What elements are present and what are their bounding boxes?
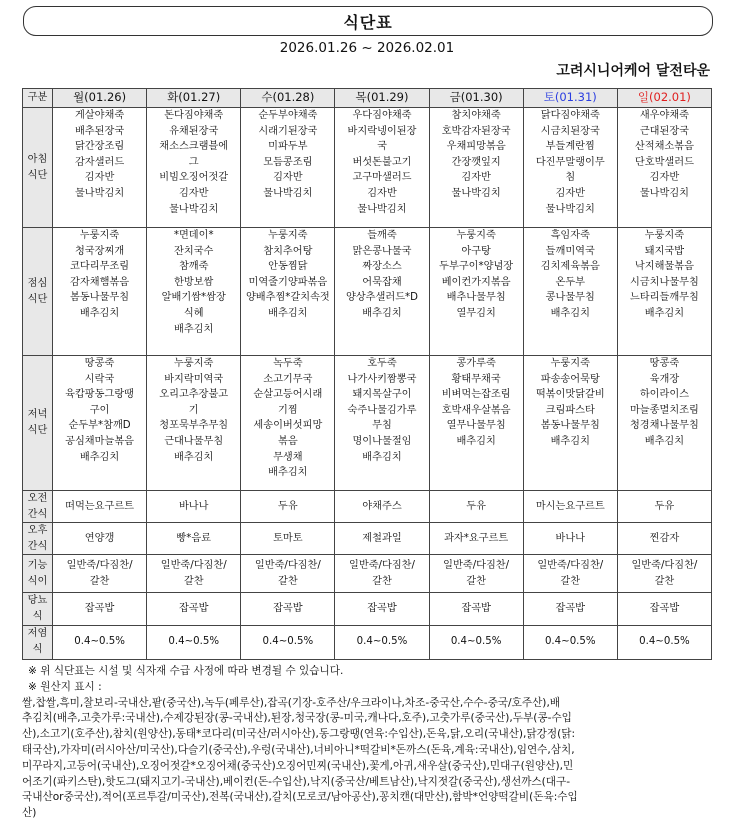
menu-item: 열무김치 (456, 307, 496, 319)
menu-item: 배추김치 (79, 451, 120, 463)
diet-cell (523, 593, 617, 625)
diet-cell (335, 593, 429, 625)
snack-cell: 과자*요구르트 (429, 523, 523, 555)
menu-item: 베이컨가지볶음 (441, 276, 511, 288)
menu-item: 우다짐야채죽 (352, 110, 412, 121)
meal-cell (523, 356, 617, 491)
menu-item: 고구마샐러드 (352, 172, 412, 184)
menu-item: 들깨죽 (367, 230, 397, 241)
menu-item: 배추김치 (644, 307, 685, 319)
menu-item: 육캅팡동그랑땡 (65, 389, 135, 401)
meal-cell (241, 108, 335, 228)
meal-label (23, 228, 53, 356)
menu-item: 하이라이스 (639, 389, 690, 401)
meal-cell (241, 228, 335, 356)
menu-item: 배추김치 (456, 435, 496, 447)
diet-cell (53, 625, 147, 659)
diet-cell (241, 593, 335, 625)
snack-cell: 토마토 (241, 523, 335, 555)
menu-item: 감자채햄볶음 (70, 276, 130, 288)
menu-item: 버섯돈불고기 (352, 156, 412, 168)
diet-cell (523, 555, 617, 593)
diet-label-line: 기능 (27, 560, 48, 572)
menu-item: 참깨죽 (178, 261, 209, 273)
snack-cell: 두유 (241, 491, 335, 523)
diet-cell-line: 갈찬 (183, 575, 204, 587)
snack-cell: 떠먹는요구르트 (53, 491, 147, 523)
menu-item: 모듬콩조림 (263, 156, 313, 168)
menu-item: 물나박김치 (639, 187, 690, 199)
menu-item: 비빔오징어젓갈 (159, 172, 229, 184)
menu-item: 순두부*참깨D (68, 420, 131, 432)
diet-cell-line: 갈찬 (654, 575, 675, 587)
diet-cell (617, 555, 711, 593)
diet-cell-line: 0.4~0.5% (356, 636, 408, 648)
menu-item: 시금치나물무침 (629, 276, 699, 288)
menu-item: 봄동나물무침 (540, 420, 600, 432)
diet-cell (523, 625, 617, 659)
menu-item: 물나박김치 (169, 203, 219, 215)
menu-item: 비벼먹는잡조림 (441, 389, 511, 401)
menu-item: 근대나물무침 (164, 435, 224, 447)
menu-item: 참치추어탕 (263, 245, 313, 257)
menu-item: 배추된장국 (74, 125, 125, 137)
origin-line: 산),소고기(호주산),참치(원양산),동태*코다리(미국산/러시아산),동그랑땡(연육:수입산),돈육,닭,오리(국내산),닭강정(닭: (22, 728, 576, 741)
meal-cell (53, 228, 147, 356)
meal-cell (335, 228, 429, 356)
menu-item: 호박감자된장국 (441, 125, 511, 137)
diet-cell-line: 0.4~0.5% (450, 636, 502, 648)
menu-item: 느타리들깨무침 (629, 292, 699, 304)
diet-cell-line: 잡곡밥 (178, 603, 209, 615)
menu-item: 콩가루죽 (456, 358, 496, 369)
diet-cell (429, 555, 523, 593)
snack-cell: 두유 (617, 491, 711, 523)
menu-item: 근대된장국 (639, 125, 690, 137)
menu-item: 기 (188, 404, 199, 416)
menu-item: 크림파스타 (545, 404, 595, 416)
diet-label-line: 식 (32, 644, 43, 656)
diet-cell (147, 555, 241, 593)
meal-cell (523, 108, 617, 228)
menu-item: 미파두부 (268, 141, 308, 153)
menu-item: 봄동나물무침 (70, 292, 130, 304)
day-header: 화(01.27) (147, 89, 241, 108)
snack-label-line: 간식 (27, 540, 48, 552)
menu-item: 배추나물무침 (446, 292, 506, 304)
diet-cell (335, 625, 429, 659)
snack-label-line: 오후 (27, 525, 48, 537)
menu-item: 배추김치 (268, 467, 308, 479)
menu-item: 김자반 (273, 172, 303, 184)
meal-cell (53, 356, 147, 491)
meal-cell (617, 108, 711, 228)
menu-item: 소고기무국 (263, 373, 313, 385)
snack-cell: 연양갱 (53, 523, 147, 555)
note-line: ※ 위 식단표는 시설 및 식자재 수급 사정에 따라 변경될 수 있습니다. (28, 665, 344, 677)
diet-cell (241, 625, 335, 659)
menu-item: 물나박김치 (74, 187, 125, 199)
diet-cell (241, 555, 335, 593)
meal-label (23, 108, 53, 228)
menu-item: 기찜 (278, 404, 298, 416)
diet-cell-line: 잡곡밥 (461, 603, 491, 615)
menu-item: 두부구이*양념장 (439, 261, 514, 273)
menu-item: 닭간장조림 (74, 141, 125, 153)
menu-item: 그 (188, 156, 199, 168)
menu-item: 배추김치 (362, 307, 402, 319)
diet-cell (429, 625, 523, 659)
menu-item: 한방보쌈 (174, 276, 214, 288)
header-row (23, 89, 712, 108)
snack-cell: 찐감자 (617, 523, 711, 555)
menu-item: 돈다짐야채죽 (164, 110, 224, 121)
menu-item: 간장깻잎지 (451, 156, 501, 168)
origin-line: 쌀,찹쌀,흑미,찰보리-국내산,팥(중국산),녹두(페루산),잡곡(기장-호주산/우크라이나,차조-중국산,수수-중국/호주산),배 (22, 696, 561, 709)
menu-item: *면데이* (173, 230, 214, 241)
menu-title-text: 식단표 (343, 12, 393, 32)
menu-item: 물나박김치 (357, 203, 407, 215)
origin-line: 어조기(파키스탄),핫도그(돼지고기-국내산),베이컨(돈-수입산),낙지(중국산/베트남산),낙지젓갈(중국산),생선까스(대구- (22, 775, 571, 788)
menu-item: 청경채나물무침 (629, 420, 699, 432)
menu-item: 나가사키짬뽕국 (347, 373, 417, 385)
menu-item: 들깨미역국 (545, 245, 595, 257)
diet-cell (429, 593, 523, 625)
menu-item: 돼지국밥 (644, 245, 685, 257)
diet-cell-line: 잡곡밥 (273, 603, 303, 615)
day-header: 수(01.28) (241, 89, 335, 108)
diet-cell-line: 잡곡밥 (84, 603, 115, 615)
menu-item: 누룽지죽 (644, 230, 685, 241)
menu-item: 세송이버섯피망 (253, 420, 323, 432)
snack-cell: 야채주스 (335, 491, 429, 523)
menu-item: 파송송어묵탕 (540, 373, 600, 385)
diet-row (23, 555, 712, 593)
origin-line: 태국산),가자미(러시아산/미국산),다슬기(중국산),우렁(국내산),너비아니*떡갈비*돈까스(돈육,계육:국내산),임연수,삼치, (22, 743, 575, 756)
menu-item: 어묵잡채 (362, 276, 402, 288)
menu-item: 식혜 (183, 307, 204, 319)
origin-line: 산) (22, 807, 37, 820)
menu-item: 배추김치 (550, 435, 590, 447)
facility-name: 고려시니어케어 달전타운 (556, 63, 710, 79)
menu-item: 배추김치 (644, 435, 685, 447)
menu-item: 땅콩죽 (84, 358, 115, 369)
diet-cell-line: 갈찬 (278, 575, 298, 587)
diet-cell (617, 625, 711, 659)
menu-item: 김치제육볶음 (540, 261, 600, 273)
meal-cell (241, 356, 335, 491)
menu-item: 코다리무조림 (70, 261, 130, 273)
diet-cell-line: 잡곡밥 (649, 603, 680, 615)
snack-label (23, 523, 53, 555)
menu-item: 잔치국수 (174, 245, 214, 257)
snack-cell: 두유 (429, 491, 523, 523)
menu-item: 누룽지죽 (174, 358, 214, 369)
menu-item: 호두죽 (367, 358, 397, 369)
menu-item: 볶음 (278, 435, 298, 447)
menu-item: 배추김치 (79, 307, 120, 319)
diet-label-line: 저염 (27, 628, 48, 640)
menu-item: 김자반 (461, 172, 491, 184)
snack-label-line: 간식 (27, 508, 48, 520)
day-header: 토(01.31) (523, 89, 617, 108)
meal-row (23, 356, 712, 491)
menu-item: 김자반 (84, 172, 115, 184)
day-header: 목(01.29) (335, 89, 429, 108)
menu-item: 배추김치 (174, 451, 214, 463)
menu-item: 닭다짐야채죽 (540, 110, 600, 121)
weekly-menu-table (22, 88, 712, 660)
diet-cell (53, 593, 147, 625)
meal-cell (617, 228, 711, 356)
menu-item: 맑은콩나물국 (352, 245, 412, 257)
menu-item: 게살야채죽 (74, 110, 125, 121)
meal-label-line: 아침 (27, 153, 48, 165)
menu-item: 배추김치 (268, 307, 308, 319)
menu-item: 무침 (372, 420, 392, 432)
menu-item: 누룽지죽 (79, 230, 120, 241)
menu-item: 물나박김치 (545, 203, 595, 215)
menu-item: 김자반 (555, 187, 586, 199)
diet-cell-line: 일반죽/다짐찬/ (349, 560, 415, 572)
menu-item: 누룽지죽 (456, 230, 496, 241)
menu-item: 낙지해물볶음 (634, 261, 694, 273)
meal-cell (429, 108, 523, 228)
menu-item: 새우야채죽 (639, 110, 690, 121)
menu-item: 김자반 (178, 187, 209, 199)
menu-item: 황태무채국 (451, 373, 501, 385)
diet-row (23, 593, 712, 625)
menu-item: 물나박김치 (451, 187, 501, 199)
snack-row (23, 523, 712, 555)
diet-label (23, 593, 53, 625)
menu-item: 흑임자죽 (550, 230, 590, 241)
menu-item: 무생채 (273, 451, 303, 463)
diet-cell (147, 593, 241, 625)
snack-cell: 마시는요구르트 (523, 491, 617, 523)
meal-cell (147, 108, 241, 228)
diet-cell (147, 625, 241, 659)
day-header: 일(02.01) (617, 89, 711, 108)
diet-label-line: 식 (32, 610, 43, 622)
meal-cell (147, 228, 241, 356)
menu-item: 온두부 (555, 276, 586, 288)
snack-label (23, 491, 53, 523)
diet-cell-line: 0.4~0.5% (74, 636, 125, 648)
meal-row (23, 108, 712, 228)
menu-item: 짜장소스 (362, 261, 402, 273)
diet-label (23, 555, 53, 593)
diet-cell-line: 일반죽/다짐찬/ (443, 560, 510, 572)
diet-cell-line: 일반죽/다짐찬/ (254, 560, 321, 572)
meal-cell (617, 356, 711, 491)
menu-item: 마늘종멸치조림 (629, 404, 699, 416)
menu-item: 순살고등어시래 (253, 389, 323, 401)
snack-label-line: 오전 (27, 493, 48, 504)
menu-item: 배추김치 (174, 323, 214, 335)
menu-item: 시락국 (84, 373, 115, 385)
menu-item: 바지락넹이된장 (347, 125, 417, 137)
note-line: ※ 원산지 표시 : (28, 680, 102, 693)
menu-item: 구이 (89, 404, 110, 416)
menu-item: 김자반 (649, 172, 680, 184)
menu-item: 시금치된장국 (540, 125, 600, 137)
menu-item: 산적채소볶음 (634, 141, 694, 153)
diet-cell-line: 잡곡밥 (367, 603, 397, 615)
diet-cell-line: 0.4~0.5% (544, 636, 596, 648)
menu-item: 부들계란찜 (545, 141, 595, 153)
menu-item: 녹두죽 (273, 358, 303, 369)
meal-label-line: 저녁 (27, 409, 48, 421)
diet-cell (617, 593, 711, 625)
menu-item: 유채된장국 (169, 125, 219, 137)
diet-cell-line: 일반죽/다짐찬/ (160, 560, 227, 572)
menu-item: 다진무말랭이무 (535, 156, 605, 168)
menu-item: 알배기쌈*쌈장 (161, 292, 226, 304)
notes-section (22, 664, 716, 822)
diet-cell-line: 일반죽/다짐찬/ (631, 560, 698, 572)
meal-cell (429, 228, 523, 356)
menu-item: 명이나물절임 (352, 435, 412, 447)
diet-cell-line: 0.4~0.5% (168, 636, 220, 648)
menu-item: 양배추찜*갈치속젓 (245, 292, 330, 304)
diet-cell-line: 일반죽/다짐찬/ (537, 560, 604, 572)
menu-item: 배추김치 (550, 307, 590, 319)
diet-label-line: 당뇨 (27, 595, 48, 607)
meal-cell (335, 108, 429, 228)
menu-item: 침 (565, 172, 576, 184)
menu-item: 채소스크램블에 (159, 141, 229, 153)
menu-item: 호박새우살볶음 (441, 404, 511, 416)
header-corner: 구분 (23, 89, 53, 108)
diet-cell-line: 일반죽/다짐찬/ (66, 560, 133, 572)
menu-item: 떡볶이맛닭갈비 (535, 389, 605, 401)
menu-item: 국 (377, 141, 387, 153)
meal-row (23, 228, 712, 356)
menu-item: 열무나물무침 (446, 420, 506, 432)
menu-item: 양상추샐러드*D (345, 292, 418, 304)
origin-line: 국내산or중국산),적어(포르투갈/미국산),전복(국내산),갈치(모로코/남아공산),꽁치캔(대만산),함박*언양떡갈비(돈육:수입 (22, 791, 578, 804)
meal-cell (147, 356, 241, 491)
diet-cell-line: 갈찬 (89, 575, 110, 587)
snack-row (23, 491, 712, 523)
menu-item: 땅콩죽 (649, 358, 680, 369)
diet-cell-line: 0.4~0.5% (262, 636, 314, 648)
snack-cell: 바나나 (523, 523, 617, 555)
day-header: 월(01.26) (53, 89, 147, 108)
menu-item: 순두부야채죽 (258, 110, 318, 121)
menu-item: 육개장 (649, 373, 680, 385)
diet-row (23, 625, 712, 659)
menu-item: 숙주나물김가루 (347, 404, 417, 416)
origin-line: 추김치(배추,고춧가루:국내산),수제강된장(콩-국내산),된장,청국장(콩-미국,캐나다,호주),고춧가루(중국산),두부(콩-수입 (22, 712, 572, 725)
menu-item: 청국장찌개 (74, 245, 125, 257)
day-header: 금(01.30) (429, 89, 523, 108)
menu-item: 바지락미역국 (164, 373, 224, 385)
meal-cell (523, 228, 617, 356)
menu-item: 우채피망볶음 (446, 141, 506, 153)
diet-label-line: 식이 (27, 575, 48, 587)
menu-item: 콩나물무침 (545, 292, 595, 304)
meal-cell (53, 108, 147, 228)
diet-cell-line: 갈찬 (466, 575, 486, 587)
diet-cell-line: 갈찬 (372, 575, 392, 587)
menu-item: 참치야채죽 (451, 110, 501, 121)
meal-label-line: 점심 (27, 277, 48, 289)
menu-item: 안동찜닭 (268, 261, 308, 273)
meal-label (23, 356, 53, 491)
meal-cell (429, 356, 523, 491)
menu-item: 돼지목살구이 (352, 389, 412, 401)
menu-item: 오리고추장불고 (159, 389, 229, 401)
snack-cell: 제철과일 (335, 523, 429, 555)
snack-cell: 빵*음료 (147, 523, 241, 555)
diet-label (23, 625, 53, 659)
meal-label-line: 식단 (27, 293, 48, 305)
menu-item: 단호박샐러드 (634, 156, 694, 168)
diet-cell-line: 갈찬 (560, 575, 581, 587)
diet-cell-line: 잡곡밥 (555, 603, 586, 615)
diet-cell (335, 555, 429, 593)
snack-cell: 바나나 (147, 491, 241, 523)
menu-item: 감자샐러드 (74, 156, 125, 168)
menu-item: 누룽지죽 (550, 358, 590, 369)
diet-cell (53, 555, 147, 593)
meal-cell (335, 356, 429, 491)
meal-label-line: 식단 (27, 169, 48, 181)
meal-label-line: 식단 (27, 425, 48, 436)
menu-item: 배추김치 (362, 451, 402, 463)
menu-item: 아구탕 (461, 245, 491, 257)
menu-item: 청포묵부추무침 (159, 420, 229, 432)
diet-cell-line: 0.4~0.5% (639, 636, 690, 648)
origin-line: 미꾸라지,고등어(국내산),오징어젓갈*오징어채(중국산)오징어민찌(국내산),꽃게,아귀,새우살(중국산),민대구(원양산),민 (22, 759, 574, 772)
menu-item: 미역줄기양파볶음 (248, 276, 328, 288)
menu-item: 물나박김치 (263, 187, 313, 199)
menu-item: 누룽지죽 (268, 230, 308, 241)
menu-item: 공심채마늘볶음 (65, 435, 135, 447)
date-range: 2026.01.26 ~ 2026.02.01 (279, 40, 455, 56)
menu-title (23, 6, 713, 36)
menu-item: 시래기된장국 (258, 125, 318, 137)
menu-item: 김자반 (367, 187, 397, 199)
